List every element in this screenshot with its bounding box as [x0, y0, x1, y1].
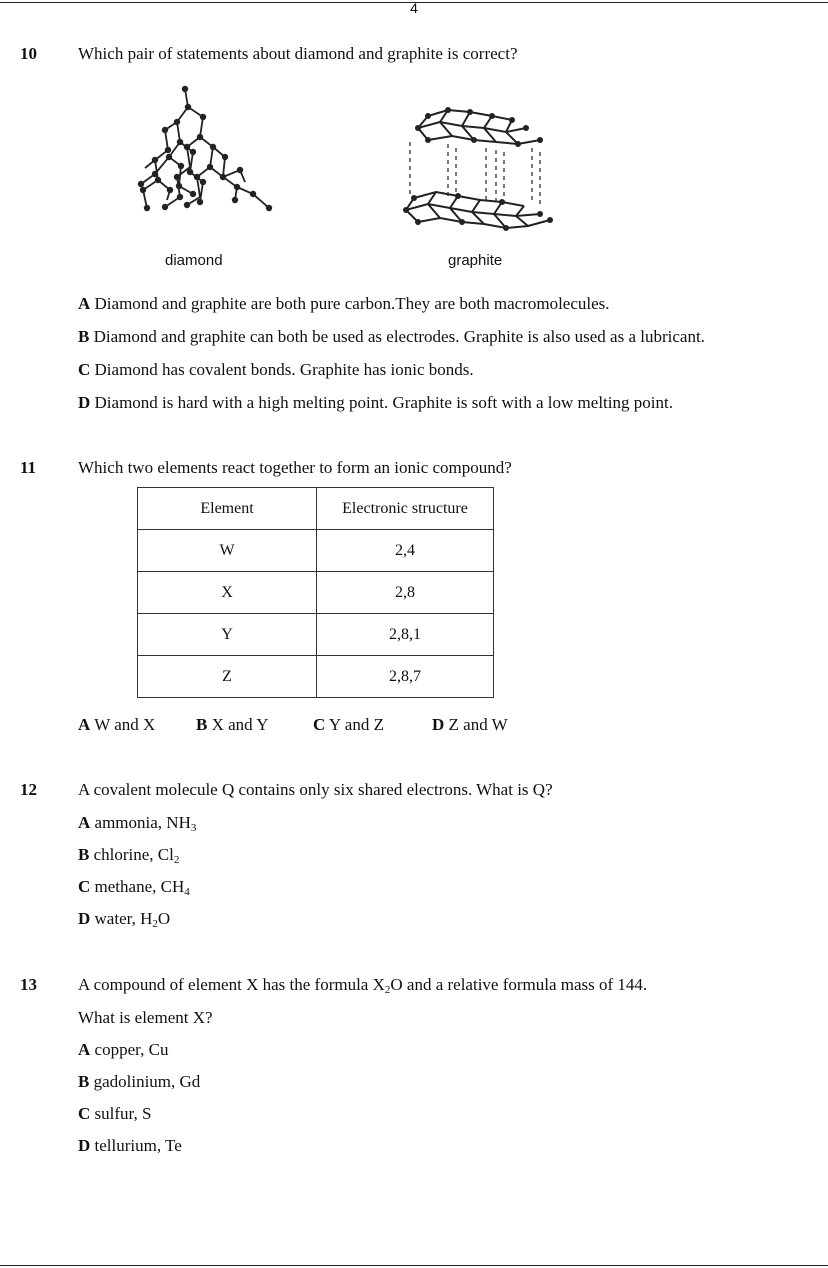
graphite-structure-diagram [400, 104, 560, 234]
electronic-structure-table [137, 487, 494, 698]
table-row [138, 656, 494, 698]
question-text-12: A covalent molecule Q contains only six shared electrons. What is Q? [78, 780, 553, 799]
question-text-13: A compound of element X has the formula $X_2O$ and a relative formula mass of 144. [78, 975, 648, 996]
q12-option-b: B chlorine, $Cl_2$ [78, 845, 180, 866]
question-number-12: 12 [20, 780, 37, 799]
question-number-13: 13 [20, 975, 37, 994]
table-header-structure: Electronic structure [317, 488, 494, 530]
question-number-11: 11 [20, 458, 37, 477]
table-header-row [138, 488, 494, 530]
q10-option-d: D Diamond is hard with a high melting point. Graphite is soft with a low melting point. [78, 393, 673, 412]
q12-option-c: C methane, $CH_4$ [78, 877, 190, 898]
table-cell-element: W [138, 530, 317, 572]
q13-option-b: B gadolinium, Gd [78, 1072, 201, 1091]
page-number: 4 [410, 0, 418, 16]
question-text-10: Which pair of statements about diamond and graphite is correct? [78, 44, 518, 63]
table-cell-structure: 2,8 [317, 572, 494, 614]
q13-option-a: A copper, Cu [78, 1040, 169, 1059]
table-cell-element: Y [138, 614, 317, 656]
table-cell-element: X [138, 572, 317, 614]
q11-option-c: C Y and Z [313, 715, 384, 734]
question-number-10: 10 [20, 44, 37, 63]
q10-option-a: A Diamond and graphite are both pure carbon.They are both macromolecules. [78, 294, 610, 313]
q11-option-a: A W and X [78, 715, 156, 734]
q11-option-b: B X and Y [196, 715, 269, 734]
table-row [138, 530, 494, 572]
diamond-caption: diamond [165, 252, 223, 269]
table-row [138, 614, 494, 656]
diamond-structure-diagram [125, 82, 280, 222]
table-row [138, 572, 494, 614]
bottom-rule [0, 1265, 828, 1266]
question-text-11: Which two elements react together to form an ionic compound? [78, 458, 512, 477]
table-cell-structure: 2,8,1 [317, 614, 494, 656]
q13-option-c: C sulfur, S [78, 1104, 152, 1123]
table-cell-structure: 2,8,7 [317, 656, 494, 698]
table-header-element: Element [138, 488, 317, 530]
question-text-13-line2: What is element X? [78, 1008, 213, 1027]
graphite-caption: graphite [448, 252, 503, 269]
q12-option-a: A ammonia, $NH_3$ [78, 813, 197, 834]
q12-option-d: D water, $H_2O$ [78, 909, 171, 930]
table-cell-structure: 2,4 [317, 530, 494, 572]
q10-option-c: C Diamond has covalent bonds. Graphite has ionic bonds. [78, 360, 474, 379]
q10-option-b: B Diamond and graphite can both be used as electrodes. Graphite is also used as a lubricant. [78, 327, 705, 346]
q13-option-d: D tellurium, Te [78, 1136, 182, 1155]
table-cell-element: Z [138, 656, 317, 698]
q11-option-d: D Z and W [432, 715, 508, 734]
